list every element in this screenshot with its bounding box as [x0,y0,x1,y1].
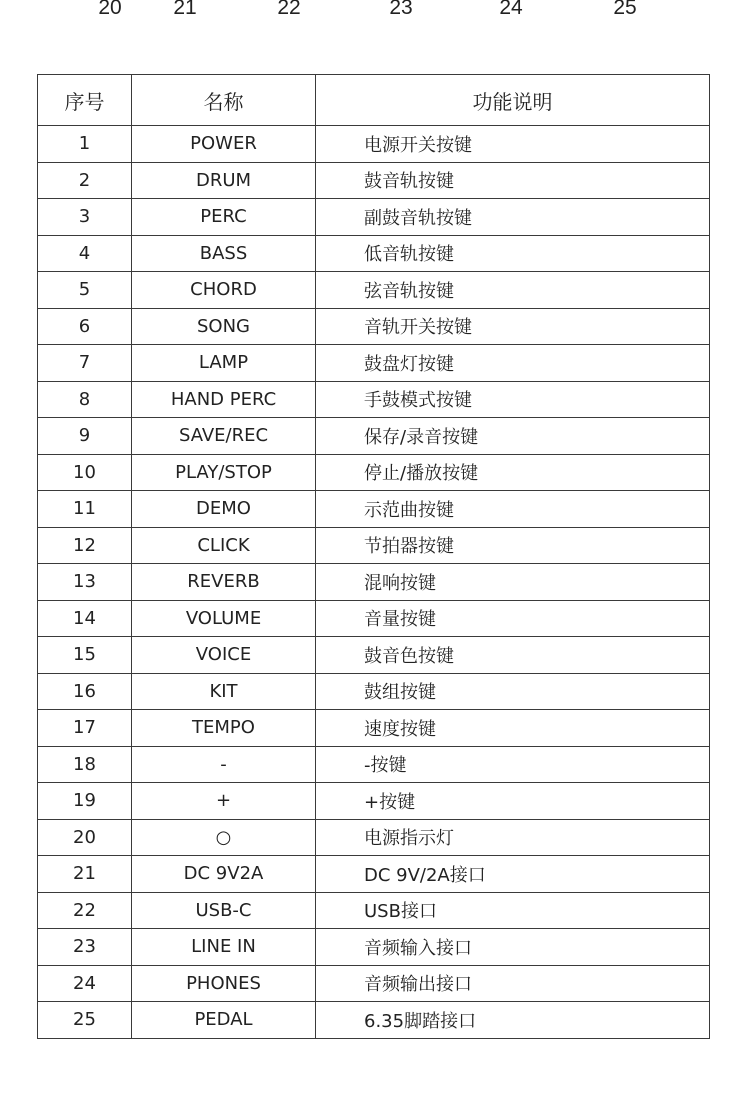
top-number: 24 [499,0,523,19]
row-name: PLAY/STOP [132,454,316,491]
table-row [38,491,710,528]
top-number: 23 [389,0,413,19]
row-description: 电源开关按键 [316,126,710,163]
row-description: 手鼓模式按键 [316,381,710,418]
row-index: 3 [38,199,132,236]
row-name: DRUM [132,162,316,199]
row-name: HAND PERC [132,381,316,418]
row-name: LINE IN [132,929,316,966]
table-row [38,856,710,893]
table-row [38,746,710,783]
row-index: 5 [38,272,132,309]
table-row [38,162,710,199]
row-index: 15 [38,637,132,674]
table-body [38,126,710,1039]
row-index: 21 [38,856,132,893]
row-index: 6 [38,308,132,345]
row-index: 1 [38,126,132,163]
row-name: CLICK [132,527,316,564]
row-name: + [132,783,316,820]
table-row [38,710,710,747]
row-description: 音频输出接口 [316,965,710,1002]
row-description: 6.35脚踏接口 [316,1002,710,1039]
row-description: +按键 [316,783,710,820]
row-name: SONG [132,308,316,345]
row-index: 4 [38,235,132,272]
row-description: 低音轨按键 [316,235,710,272]
top-number: 20 [98,0,122,19]
table-row [38,929,710,966]
row-name: PERC [132,199,316,236]
row-description: 停止/播放按键 [316,454,710,491]
row-name: POWER [132,126,316,163]
row-index: 10 [38,454,132,491]
table-row [38,892,710,929]
row-description: 混响按键 [316,564,710,601]
row-description: 速度按键 [316,710,710,747]
row-description: USB接口 [316,892,710,929]
row-name: LAMP [132,345,316,382]
row-name: VOICE [132,637,316,674]
table-header-row [38,75,710,126]
row-name: REVERB [132,564,316,601]
table-row [38,783,710,820]
header-index: 序号 [38,75,132,126]
row-name: PHONES [132,965,316,1002]
row-name: SAVE/REC [132,418,316,455]
row-index: 12 [38,527,132,564]
row-index: 18 [38,746,132,783]
row-index: 25 [38,1002,132,1039]
row-description: 示范曲按键 [316,491,710,528]
top-number: 25 [613,0,637,19]
row-description: 节拍器按键 [316,527,710,564]
row-description: 鼓音色按键 [316,637,710,674]
table-row [38,637,710,674]
row-name: - [132,746,316,783]
table-row [38,418,710,455]
row-name: TEMPO [132,710,316,747]
row-description: 鼓组按键 [316,673,710,710]
row-index: 7 [38,345,132,382]
table-row [38,1002,710,1039]
table-row [38,673,710,710]
row-description: -按键 [316,746,710,783]
table-row [38,381,710,418]
row-name: BASS [132,235,316,272]
table-row [38,126,710,163]
row-index: 11 [38,491,132,528]
table-row [38,308,710,345]
row-description: 鼓音轨按键 [316,162,710,199]
table-row [38,527,710,564]
row-description: 音频输入接口 [316,929,710,966]
row-description: DC 9V/2A接口 [316,856,710,893]
row-index: 22 [38,892,132,929]
row-name: KIT [132,673,316,710]
row-index: 16 [38,673,132,710]
table-row [38,235,710,272]
row-description: 副鼓音轨按键 [316,199,710,236]
table-row [38,345,710,382]
row-description: 音量按键 [316,600,710,637]
table-row [38,600,710,637]
row-index: 13 [38,564,132,601]
row-index: 24 [38,965,132,1002]
row-name: DC 9V2A [132,856,316,893]
header-description: 功能说明 [316,75,710,126]
row-index: 23 [38,929,132,966]
function-table [37,74,710,1039]
row-index: 9 [38,418,132,455]
row-index: 8 [38,381,132,418]
row-description: 鼓盘灯按键 [316,345,710,382]
table-row [38,564,710,601]
row-name: ○ [132,819,316,856]
top-number-strip [0,0,750,26]
row-index: 19 [38,783,132,820]
row-description: 音轨开关按键 [316,308,710,345]
header-name: 名称 [132,75,316,126]
row-name: DEMO [132,491,316,528]
row-index: 14 [38,600,132,637]
row-name: VOLUME [132,600,316,637]
row-name: CHORD [132,272,316,309]
row-name: PEDAL [132,1002,316,1039]
row-index: 17 [38,710,132,747]
top-number: 22 [277,0,301,19]
table-row [38,965,710,1002]
row-index: 20 [38,819,132,856]
table-row [38,454,710,491]
table-row [38,272,710,309]
table-row [38,199,710,236]
row-name: USB-C [132,892,316,929]
row-description: 弦音轨按键 [316,272,710,309]
row-index: 2 [38,162,132,199]
top-number: 21 [173,0,197,19]
row-description: 电源指示灯 [316,819,710,856]
table-row [38,819,710,856]
row-description: 保存/录音按键 [316,418,710,455]
